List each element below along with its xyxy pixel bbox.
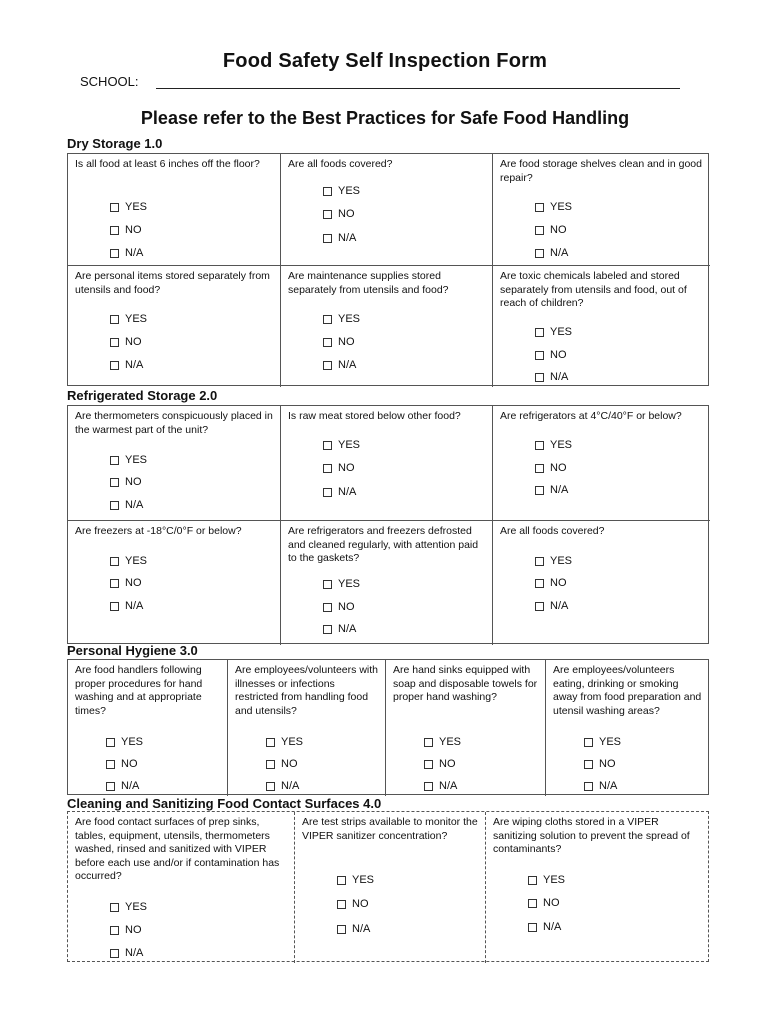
yes-checkbox[interactable] (528, 874, 565, 886)
yes-checkbox[interactable] (535, 439, 572, 451)
checkbox-square[interactable] (266, 782, 275, 791)
checkbox-label: N/A (281, 780, 300, 792)
checkbox-label: NO (439, 758, 456, 770)
question-text: Are test strips available to monitor the VIPER sanitizer concentration? (302, 816, 478, 842)
school-field[interactable] (156, 88, 680, 89)
no-checkbox[interactable] (535, 577, 567, 589)
checkbox-label: NO (543, 897, 560, 909)
checkbox-square[interactable] (424, 760, 433, 769)
question-cell (486, 812, 710, 963)
checkbox-label: NO (125, 476, 142, 488)
checkbox-label: NO (550, 349, 567, 361)
checkbox-label: N/A (125, 600, 144, 612)
school-label: SCHOOL: (80, 74, 139, 89)
checkbox-label: NO (550, 462, 567, 474)
question-text: Are all foods covered? (288, 158, 393, 170)
no-checkbox[interactable] (528, 897, 560, 909)
question-cell (68, 154, 281, 266)
checkbox-square[interactable] (323, 338, 332, 347)
yes-checkbox[interactable] (337, 874, 374, 886)
checkbox-label: YES (125, 901, 148, 913)
checkbox-square[interactable] (323, 464, 332, 473)
checkbox-square[interactable] (110, 557, 119, 566)
question-text: Are employees/volunteers eating, drinking or smoking away from food preparation and utensil washing areas? (553, 664, 702, 717)
checkbox-square[interactable] (266, 738, 275, 747)
section-heading: Refrigerated Storage 2.0 (67, 388, 218, 403)
checkbox-label: YES (550, 326, 573, 338)
checkbox-square[interactable] (106, 738, 115, 747)
question-cell (281, 406, 493, 521)
checkbox-square[interactable] (535, 249, 544, 258)
checkbox-square[interactable] (110, 226, 119, 235)
checkbox-label: YES (550, 439, 573, 451)
checkbox-label: YES (543, 874, 566, 886)
checkbox-label: YES (338, 439, 361, 451)
no-checkbox[interactable] (110, 924, 142, 936)
no-checkbox[interactable] (584, 758, 616, 770)
checkbox-label: YES (125, 555, 148, 567)
checkbox-square[interactable] (535, 464, 544, 473)
yes-checkbox[interactable] (110, 901, 147, 913)
question-cell (68, 406, 281, 521)
checkbox-square[interactable] (323, 603, 332, 612)
question-text: Are food storage shelves clean and in good repair? (500, 158, 702, 184)
na-checkbox[interactable] (584, 780, 617, 792)
question-cell (68, 812, 295, 963)
na-checkbox[interactable] (535, 484, 568, 496)
no-checkbox[interactable] (266, 758, 298, 770)
checkbox-square[interactable] (424, 738, 433, 747)
checkbox-square[interactable] (266, 760, 275, 769)
section-heading: Dry Storage 1.0 (67, 136, 163, 151)
checkbox-square[interactable] (110, 903, 119, 912)
checkbox-square[interactable] (535, 373, 544, 382)
question-text: Is all food at least 6 inches off the floor? (75, 158, 260, 170)
checkbox-label: N/A (338, 486, 357, 498)
no-checkbox[interactable] (535, 224, 567, 236)
checkbox-square[interactable] (337, 876, 346, 885)
question-text: Are freezers at -18°C/0°F or below? (75, 525, 242, 537)
checkbox-label: N/A (352, 923, 371, 935)
na-checkbox[interactable] (110, 499, 143, 511)
checkbox-square[interactable] (110, 501, 119, 510)
checkbox-square[interactable] (528, 876, 537, 885)
checkbox-square[interactable] (110, 478, 119, 487)
checkbox-square[interactable] (535, 226, 544, 235)
checkbox-square[interactable] (323, 187, 332, 196)
checkbox-square[interactable] (323, 210, 332, 219)
question-text: Are food handlers following proper procedures for hand washing and at appropriate times? (75, 664, 203, 717)
question-text: Are refrigerators and freezers defrosted and cleaned regularly, with attention paid to the gaskets? (288, 525, 479, 564)
question-text: Are toxic chemicals labeled and stored separately from utensils and food, out of reach of children? (500, 270, 687, 309)
yes-checkbox[interactable] (323, 578, 360, 590)
section-heading: Personal Hygiene 3.0 (67, 643, 198, 658)
checkbox-square[interactable] (110, 926, 119, 935)
checkbox-label: NO (338, 462, 355, 474)
na-checkbox[interactable] (528, 921, 561, 933)
checkbox-label: N/A (338, 623, 357, 635)
checkbox-square[interactable] (337, 925, 346, 934)
question-cell (493, 266, 710, 387)
no-checkbox[interactable] (535, 462, 567, 474)
checkbox-label: YES (550, 555, 573, 567)
no-checkbox[interactable] (106, 758, 138, 770)
checkbox-square[interactable] (110, 338, 119, 347)
checkbox-square[interactable] (528, 923, 537, 932)
checkbox-label: NO (550, 577, 567, 589)
section-table (67, 405, 709, 644)
checkbox-square[interactable] (535, 486, 544, 495)
na-checkbox[interactable] (337, 923, 370, 935)
yes-checkbox[interactable] (535, 326, 572, 338)
checkbox-square[interactable] (584, 760, 593, 769)
question-text: Are hand sinks equipped with soap and disposable towels for proper hand washing? (393, 664, 538, 703)
na-checkbox[interactable] (535, 371, 568, 383)
question-cell (68, 660, 228, 796)
na-checkbox[interactable] (424, 780, 457, 792)
checkbox-label: NO (281, 758, 298, 770)
checkbox-label: N/A (550, 371, 569, 383)
yes-checkbox[interactable] (584, 736, 621, 748)
checkbox-square[interactable] (535, 557, 544, 566)
question-text: Are refrigerators at 4°C/40°F or below? (500, 410, 682, 422)
question-cell (281, 266, 493, 387)
na-checkbox[interactable] (110, 600, 143, 612)
na-checkbox[interactable] (323, 232, 356, 244)
no-checkbox[interactable] (110, 224, 142, 236)
question-text: Are personal items stored separately from utensils and food? (75, 270, 270, 296)
na-checkbox[interactable] (323, 486, 356, 498)
checkbox-square[interactable] (323, 315, 332, 324)
checkbox-square[interactable] (584, 738, 593, 747)
yes-checkbox[interactable] (424, 736, 461, 748)
na-checkbox[interactable] (266, 780, 299, 792)
checkbox-label: NO (121, 758, 138, 770)
question-cell (493, 521, 710, 645)
checkbox-square[interactable] (110, 249, 119, 258)
checkbox-label: YES (352, 874, 375, 886)
checkbox-square[interactable] (110, 361, 119, 370)
checkbox-label: NO (125, 924, 142, 936)
na-checkbox[interactable] (106, 780, 139, 792)
no-checkbox[interactable] (110, 336, 142, 348)
no-checkbox[interactable] (323, 601, 355, 613)
section-table (67, 659, 709, 795)
question-text: Are wiping cloths stored in a VIPER sanitizing solution to prevent the spread of contaminants? (493, 816, 690, 855)
yes-checkbox[interactable] (323, 439, 360, 451)
checkbox-label: YES (121, 736, 144, 748)
checkbox-square[interactable] (323, 361, 332, 370)
yes-checkbox[interactable] (323, 185, 360, 197)
form-subtitle: Please refer to the Best Practices for Safe Food Handling (140, 108, 630, 128)
section-heading: Cleaning and Sanitizing Food Contact Surfaces 4.0 (67, 796, 382, 811)
no-checkbox[interactable] (110, 476, 142, 488)
yes-checkbox[interactable] (535, 555, 572, 567)
checkbox-label: N/A (338, 359, 357, 371)
checkbox-square[interactable] (584, 782, 593, 791)
no-checkbox[interactable] (535, 349, 567, 361)
checkbox-label: N/A (550, 247, 569, 259)
checkbox-label: NO (125, 224, 142, 236)
na-checkbox[interactable] (110, 947, 143, 959)
checkbox-square[interactable] (110, 949, 119, 958)
no-checkbox[interactable] (110, 577, 142, 589)
checkbox-label: YES (550, 201, 573, 213)
checkbox-square[interactable] (110, 602, 119, 611)
checkbox-square[interactable] (535, 203, 544, 212)
checkbox-label: N/A (550, 484, 569, 496)
yes-checkbox[interactable] (110, 454, 147, 466)
checkbox-label: NO (352, 898, 369, 910)
checkbox-square[interactable] (106, 760, 115, 769)
question-cell (493, 406, 710, 521)
question-text: Are thermometers conspicuously placed in the warmest part of the unit? (75, 410, 273, 436)
checkbox-label: NO (125, 577, 142, 589)
checkbox-square[interactable] (323, 234, 332, 243)
checkbox-square[interactable] (535, 602, 544, 611)
no-checkbox[interactable] (337, 898, 369, 910)
checkbox-square[interactable] (528, 899, 537, 908)
checkbox-square[interactable] (535, 579, 544, 588)
question-text: Are food contact surfaces of prep sinks, tables, equipment, utensils, thermometers washed, rinsed and sanitized with VIPER before each use and/or if contamination has occurred? (75, 816, 280, 882)
checkbox-label: YES (338, 578, 361, 590)
question-cell (68, 266, 281, 387)
yes-checkbox[interactable] (266, 736, 303, 748)
checkbox-square[interactable] (535, 441, 544, 450)
checkbox-square[interactable] (106, 782, 115, 791)
checkbox-label: YES (125, 201, 148, 213)
checkbox-label: N/A (543, 921, 562, 933)
checkbox-square[interactable] (110, 579, 119, 588)
checkbox-label: NO (550, 224, 567, 236)
question-text: Is raw meat stored below other food? (288, 410, 461, 422)
checkbox-square[interactable] (337, 900, 346, 909)
question-text: Are all foods covered? (500, 525, 605, 537)
no-checkbox[interactable] (323, 462, 355, 474)
question-cell (546, 660, 710, 796)
checkbox-label: N/A (125, 499, 144, 511)
checkbox-square[interactable] (323, 488, 332, 497)
na-checkbox[interactable] (110, 247, 143, 259)
na-checkbox[interactable] (323, 359, 356, 371)
form-title: Food Safety Self Inspection Form (222, 50, 548, 72)
checkbox-square[interactable] (323, 625, 332, 634)
checkbox-label: N/A (125, 359, 144, 371)
checkbox-label: N/A (599, 780, 618, 792)
checkbox-square[interactable] (535, 351, 544, 360)
checkbox-square[interactable] (535, 328, 544, 337)
checkbox-label: YES (338, 313, 361, 325)
question-cell (68, 521, 281, 645)
question-cell (295, 812, 486, 963)
checkbox-label: NO (599, 758, 616, 770)
question-cell (386, 660, 546, 796)
checkbox-square[interactable] (323, 441, 332, 450)
no-checkbox[interactable] (424, 758, 456, 770)
no-checkbox[interactable] (323, 208, 355, 220)
checkbox-label: NO (125, 336, 142, 348)
question-text: Are maintenance supplies stored separately from utensils and food? (288, 270, 449, 296)
section-table (67, 811, 709, 962)
checkbox-label: YES (125, 454, 148, 466)
checkbox-label: N/A (439, 780, 458, 792)
section-table (67, 153, 709, 386)
checkbox-square[interactable] (110, 315, 119, 324)
checkbox-label: N/A (125, 247, 144, 259)
checkbox-label: NO (338, 601, 355, 613)
checkbox-label: N/A (125, 947, 144, 959)
question-text: Are employees/volunteers with illnesses or infections restricted from handling food and utensils? (235, 664, 378, 717)
checkbox-label: YES (599, 736, 622, 748)
checkbox-square[interactable] (110, 203, 119, 212)
question-cell (281, 521, 493, 645)
checkbox-label: N/A (338, 232, 357, 244)
checkbox-label: N/A (550, 600, 569, 612)
checkbox-label: NO (338, 336, 355, 348)
na-checkbox[interactable] (535, 247, 568, 259)
yes-checkbox[interactable] (106, 736, 143, 748)
checkbox-label: YES (281, 736, 304, 748)
question-cell (228, 660, 386, 796)
yes-checkbox[interactable] (110, 555, 147, 567)
checkbox-square[interactable] (110, 456, 119, 465)
checkbox-label: YES (338, 185, 361, 197)
checkbox-label: YES (439, 736, 462, 748)
checkbox-square[interactable] (424, 782, 433, 791)
na-checkbox[interactable] (535, 600, 568, 612)
question-cell (281, 154, 493, 266)
checkbox-label: YES (125, 313, 148, 325)
question-cell (493, 154, 710, 266)
na-checkbox[interactable] (323, 623, 356, 635)
checkbox-square[interactable] (323, 580, 332, 589)
yes-checkbox[interactable] (323, 313, 360, 325)
na-checkbox[interactable] (110, 359, 143, 371)
checkbox-label: N/A (121, 780, 140, 792)
yes-checkbox[interactable] (535, 201, 572, 213)
no-checkbox[interactable] (323, 336, 355, 348)
yes-checkbox[interactable] (110, 313, 147, 325)
yes-checkbox[interactable] (110, 201, 147, 213)
checkbox-label: NO (338, 208, 355, 220)
